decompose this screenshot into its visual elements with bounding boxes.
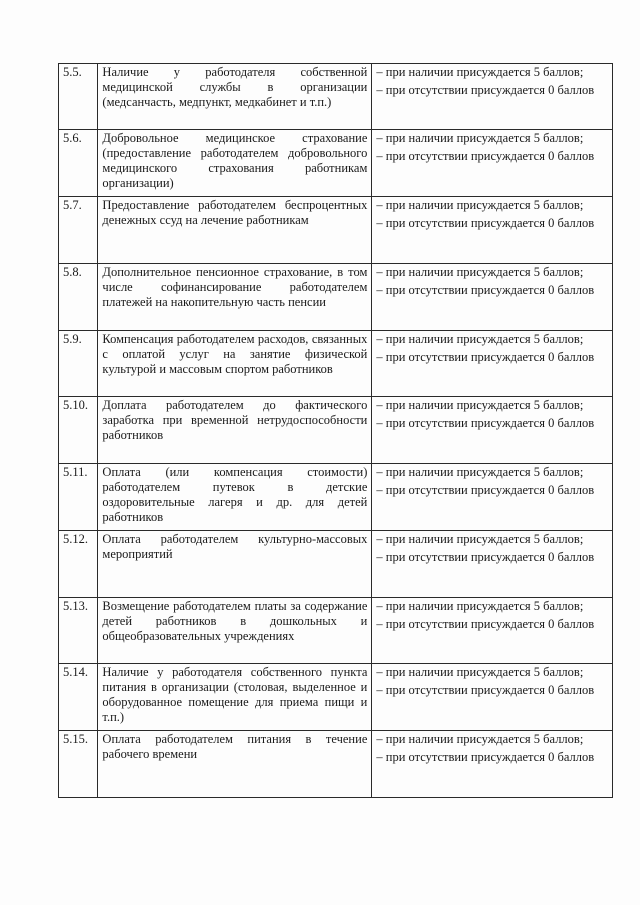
criterion-score [372, 130, 613, 197]
score-present: – при наличии присуждается 5 баллов; [376, 665, 584, 679]
table-row [59, 64, 613, 130]
criterion-description: Наличие у работодателя собственной медицинской службы в организации (медсанчасть, медпункт, медкабинет и т.п.) [98, 64, 372, 130]
criterion-description: Предоставление работодателем беспроцентных денежных ссуд на лечение работникам [98, 197, 372, 264]
criterion-score [372, 197, 613, 264]
score-present: – при наличии присуждается 5 баллов; [376, 198, 584, 212]
score-present: – при наличии присуждается 5 баллов; [376, 265, 584, 279]
criterion-score [372, 397, 613, 464]
criterion-score [372, 731, 613, 798]
score-present: – при наличии присуждается 5 баллов; [376, 599, 584, 613]
score-present: – при наличии присуждается 5 баллов; [376, 65, 584, 79]
criterion-number: 5.7. [59, 197, 98, 264]
score-present: – при наличии присуждается 5 баллов; [376, 131, 584, 145]
score-absent: – при отсутствии присуждается 0 баллов [376, 550, 595, 564]
criterion-description: Оплата (или компенсация стоимости) работодателем путевок в детские оздоровительные лагеря и др. для детей работников [98, 464, 372, 531]
table-row [59, 397, 613, 464]
score-absent: – при отсутствии присуждается 0 баллов [376, 683, 595, 697]
table-row [59, 598, 613, 664]
table-row [59, 264, 613, 331]
criterion-number: 5.6. [59, 130, 98, 197]
score-absent: – при отсутствии присуждается 0 баллов [376, 750, 595, 764]
criterion-description: Возмещение работодателем платы за содержание детей работников в дошкольных и общеобразовательных учреждениях [98, 598, 372, 664]
criterion-description: Оплата работодателем питания в течение рабочего времени [98, 731, 372, 798]
score-present: – при наличии присуждается 5 баллов; [376, 332, 584, 346]
table-row [59, 130, 613, 197]
table-row [59, 331, 613, 397]
score-absent: – при отсутствии присуждается 0 баллов [376, 83, 595, 97]
criterion-number: 5.12. [59, 531, 98, 598]
criterion-description: Добровольное медицинское страхование (предоставление работодателем добровольного медицинского страхования работникам организации) [98, 130, 372, 197]
criteria-table-body [59, 64, 613, 798]
score-absent: – при отсутствии присуждается 0 баллов [376, 617, 595, 631]
table-row [59, 731, 613, 798]
table-row [59, 197, 613, 264]
criterion-description: Дополнительное пенсионное страхование, в том числе софинансирование работодателем платежей на накопительную часть пенсии [98, 264, 372, 331]
table-row [59, 464, 613, 531]
criterion-score [372, 331, 613, 397]
criterion-number: 5.9. [59, 331, 98, 397]
table-row [59, 531, 613, 598]
score-present: – при наличии присуждается 5 баллов; [376, 465, 584, 479]
criterion-score [372, 531, 613, 598]
score-absent: – при отсутствии присуждается 0 баллов [376, 216, 595, 230]
criterion-number: 5.15. [59, 731, 98, 798]
criterion-score [372, 598, 613, 664]
criterion-score [372, 664, 613, 731]
criterion-score [372, 264, 613, 331]
criterion-number: 5.14. [59, 664, 98, 731]
criterion-number: 5.8. [59, 264, 98, 331]
criterion-number: 5.5. [59, 64, 98, 130]
score-absent: – при отсутствии присуждается 0 баллов [376, 416, 595, 430]
score-present: – при наличии присуждается 5 баллов; [376, 398, 584, 412]
criterion-score [372, 64, 613, 130]
score-present: – при наличии присуждается 5 баллов; [376, 732, 584, 746]
score-absent: – при отсутствии присуждается 0 баллов [376, 350, 595, 364]
criterion-description: Оплата работодателем культурно-массовых мероприятий [98, 531, 372, 598]
score-absent: – при отсутствии присуждается 0 баллов [376, 149, 595, 163]
criterion-number: 5.10. [59, 397, 98, 464]
criterion-description: Доплата работодателем до фактического заработка при временной нетрудоспособности работников [98, 397, 372, 464]
criterion-number: 5.13. [59, 598, 98, 664]
criterion-number: 5.11. [59, 464, 98, 531]
score-present: – при наличии присуждается 5 баллов; [376, 532, 584, 546]
score-absent: – при отсутствии присуждается 0 баллов [376, 483, 595, 497]
score-absent: – при отсутствии присуждается 0 баллов [376, 283, 595, 297]
criterion-score [372, 464, 613, 531]
criterion-description: Наличие у работодателя собственного пункта питания в организации (столовая, выделенное и оборудованное помещение для приема пищи и т.п.) [98, 664, 372, 731]
criterion-description: Компенсация работодателем расходов, связанных с оплатой услуг на занятие физической культурой и массовым спортом работников [98, 331, 372, 397]
table-row [59, 664, 613, 731]
criteria-table [58, 63, 613, 798]
